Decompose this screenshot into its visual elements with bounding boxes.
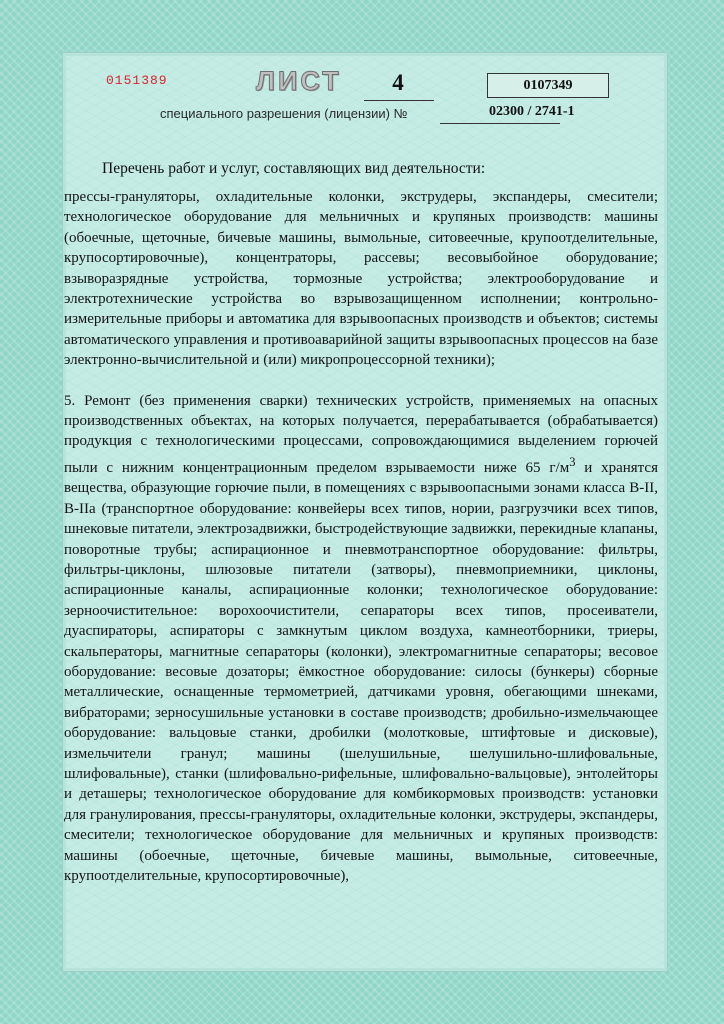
serial-number: 0151389 (106, 73, 168, 88)
item-5-text-rest: и хранятся вещества, образующие горючие пыли, в помещениях с взрывоопасными зонами класса В-II, В-IIа (транспортное оборудование: конвейеры всех типов, нории, разгрузчики всех типов, шнековые питатели, электрозадвижки, быстродействующие задвижки, перекидные клапаны, поворотные трубы; аспирационное и пневмотранспортное оборудование: фильтры, фильтры-циклоны, шлюзовые питатели (затворы), пневмоприемники, циклоны, аспирационные каналы, аспирационные колонки; технологическое оборудование: зерноочистительное: ворохоочистители, сепараторы всех типов, просеиватели, дуаспираторы, аспираторы с замкнутым циклом воздуха, камнеотборники, триеры, скальператоры, магнитные сепараторы (колонки), электромагнитные сепараторы; весовое оборудование: весовые дозаторы; ёмкостное оборудование: силосы (бункеры) сборные металлические, оснащенные термометрией, датчиками уровня, обегающими шнеками, вибраторами; зерносушильные установки в составе производств; дробильно-измельчающее оборудование: вальцовые станки, дробилки (молотковые, штифтовые и дисковые), измельчители гранул; машины (шелушильные, шелушильно-шлифовальные, шлифовальные), станки (шлифовально-рифельные, шлифовально-вальцовые), энтолейторы и деташеры; технологическое оборудование для комбикормовых производств: установки для гранулирования, прессы-грануляторы, охладительные колонки, экструдеры, экспандеры, смесители; технологическое оборудование для мельничных и крупяных производств: машины (обоечные, щеточные, бичевые машины, вымольные, ситовеечные, крупоотделительные, крупосортировочные), (64, 459, 658, 884)
license-number-underline (440, 123, 560, 124)
sheet-title: ЛИСТ (256, 66, 342, 96)
work-list-text (64, 187, 658, 886)
license-number: 02300 / 2741-1 (489, 104, 575, 119)
item-5-text-start: 5. Ремонт (без применения сварки) технических устройств, применяемых на опасных производственных объектах, на которых получается, перерабатывается (обрабатывается) продукция с технологическими процессами, сопровождающимися выделением горючей пыли с нижним концентрационным пределом взрываемости ниже 65 г/м (64, 392, 658, 476)
sheet-number: 4 (392, 70, 404, 95)
list-heading: Перечень работ и услуг, составляющих вид деятельности: (102, 160, 486, 177)
paragraph-continuation: прессы-грануляторы, охладительные колонки, экструдеры, экспандеры, смесители; технологическое оборудование для мельничных и крупяных производств: машины (обоечные, щеточные, бичевые машины, вымольные, ситовеечные, крупоотделительные, крупосортировочные), концентраторы, рассевы; весовыбойное оборудование; взыворазрядные устройства, тормозные устройства; электрооборудование и электротехнические устройства во взрывозащищенном исполнении; контрольно-измерительные приборы и автоматика для взрывоопасных производств и объектов; системы автоматического управления и противоаварийной защиты взрывоопасных процессов на базе электронно-вычислительной и (или) микропроцессорной техники); (64, 189, 658, 369)
license-label: специального разрешения (лицензии) № (160, 106, 408, 121)
paragraph-item-5 (64, 391, 658, 887)
document-number-box: 0107349 (487, 73, 609, 98)
cubic-superscript: 3 (569, 454, 576, 469)
sheet-number-underline (364, 100, 434, 101)
